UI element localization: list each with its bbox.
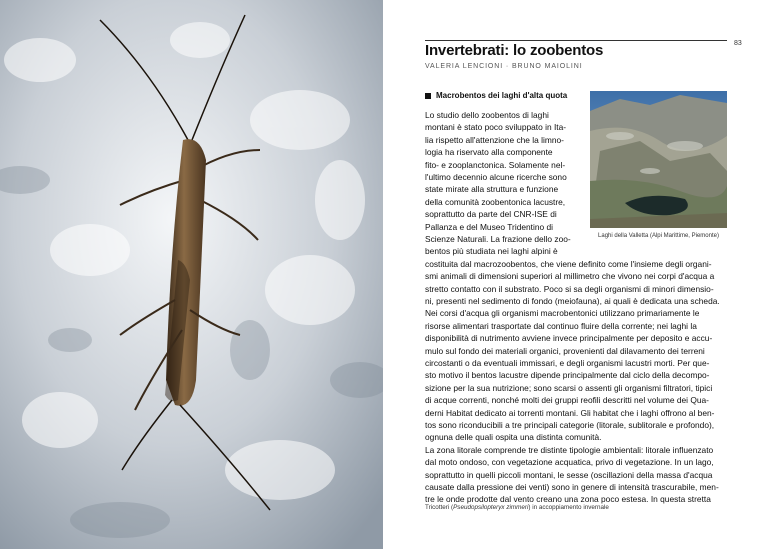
- section-heading: [425, 91, 567, 100]
- authors: VALERIA LENCIONI · BRUNO MAIOLINI: [425, 63, 583, 70]
- body-line: La zona litorale comprende tre distinte tipologie ambientali: litorale influenzato: [425, 444, 714, 455]
- mountain-lake-image: [590, 91, 727, 228]
- body-line: derni Habitat dedicato ai torrenti montani. Gli habitat che i laghi offrono al ben-: [425, 407, 715, 418]
- body-line: lia rispetto all'attenzione che la limno-: [425, 134, 564, 145]
- caption-suffix: ) in accoppiamento invernale: [528, 504, 609, 511]
- body-line: dal moto ondoso, con vegetazione acquatica, privo di vegetazione. In un lago,: [425, 457, 714, 468]
- body-line: montani è stato poco sviluppato in Ita-: [425, 122, 567, 133]
- body-line: soprattutto da parte del CNR-ISE di: [425, 209, 557, 220]
- square-bullet-icon: [425, 93, 431, 99]
- lake-photo-caption: Laghi della Valletta (Alpi Marittime, Piemonte): [598, 233, 719, 239]
- body-line: tos sono riconducibili a tre principali categorie (litorale, sublitorale e profondo),: [425, 420, 715, 430]
- title-rule: [425, 40, 727, 41]
- body-line: Lo studio dello zoobentos di laghi: [425, 110, 549, 120]
- body-line: ognuna delle quali ospita una distinta comunità.: [425, 432, 602, 443]
- body-line: soprattutto in quelli piccoli montani, le sesse (oscillazioni della massa d'acqua: [425, 469, 713, 480]
- body-line: costituita dal macrozoobentos, che viene definito come l'insieme degli organi-: [425, 258, 712, 269]
- body-line: disponibilità di nutrimento avviene invece principalmente per deposito e accu-: [425, 333, 713, 344]
- body-line: logia ha riservato alla componente: [425, 147, 553, 158]
- snow-insect-photo: [0, 0, 383, 549]
- body-line: stretto contatto con il substrato. Poco si sa degli organismi di minori dimensio-: [425, 283, 714, 294]
- body-line: ni, presenti nel sedimento di fondo (meiofauna), ai quali è dedicata una scheda.: [425, 296, 720, 306]
- cover-photo: [0, 0, 383, 549]
- lake-photo: [590, 91, 727, 228]
- body-line: causate dalla pressione dei venti) sono in genere di intensità trascurabile, men-: [425, 482, 719, 492]
- body-line: circostanti o da eventuali immissari, e degli organismi lacustri morti. Per que-: [425, 358, 710, 368]
- page-title: Invertebrati: lo zoobentos: [425, 42, 604, 59]
- body-line: sizione per la sua nutrizione; sono scarsi o assenti gli organismi filtratori, tipici: [425, 382, 713, 393]
- body-line: risorse alimentari trasportate dal continuo fluire della corrente; nei laghi la: [425, 320, 697, 331]
- section-title: Macrobentos dei laghi d'alta quota: [436, 91, 568, 100]
- body-line: Pallanza e del Museo Tridentino di: [425, 221, 554, 232]
- body-line: bentos più studiata nei laghi alpini è: [425, 246, 558, 257]
- caption-species: Pseudopsilopteryx zimmeri: [453, 504, 529, 511]
- text-page: [383, 0, 768, 549]
- body-line: l'ultimo decennio alcune ricerche sono: [425, 172, 567, 182]
- body-line: di acque correnti, nonché molti dei gruppi reofili descritti nel volume dei Qua-: [425, 395, 709, 406]
- body-line: state mirate alla struttura e funzione: [425, 184, 559, 195]
- body-line: Nei corsi d'acqua gli organismi macrobentonici utilizzano primariamente le: [425, 308, 700, 319]
- body-line: Scienze Naturali. La frazione dello zoo-: [425, 234, 571, 244]
- body-line: tre le onde prodotte dal vento creano una zona poco estesa. In questa stretta: [425, 494, 711, 505]
- body-line: smi animali di dimensioni superiori al millimetro che vivono nei corpi d'acqua a: [425, 271, 715, 282]
- body-line: della comunità zoobentonica lacustre,: [425, 196, 566, 207]
- body-line: fito- e zooplanctonica. Solamente nel-: [425, 159, 566, 170]
- page-number: 83: [734, 40, 742, 47]
- cover-photo-caption: [425, 504, 609, 511]
- caption-prefix: Tricotteri (: [425, 504, 454, 511]
- body-line: sto motivo il bentos lacustre dipende principalmente dal ciclo della decompo-: [425, 370, 710, 381]
- body-line: mulo sul fondo dei materiali organici, provenienti dal dilavamento dei terreni: [425, 345, 705, 356]
